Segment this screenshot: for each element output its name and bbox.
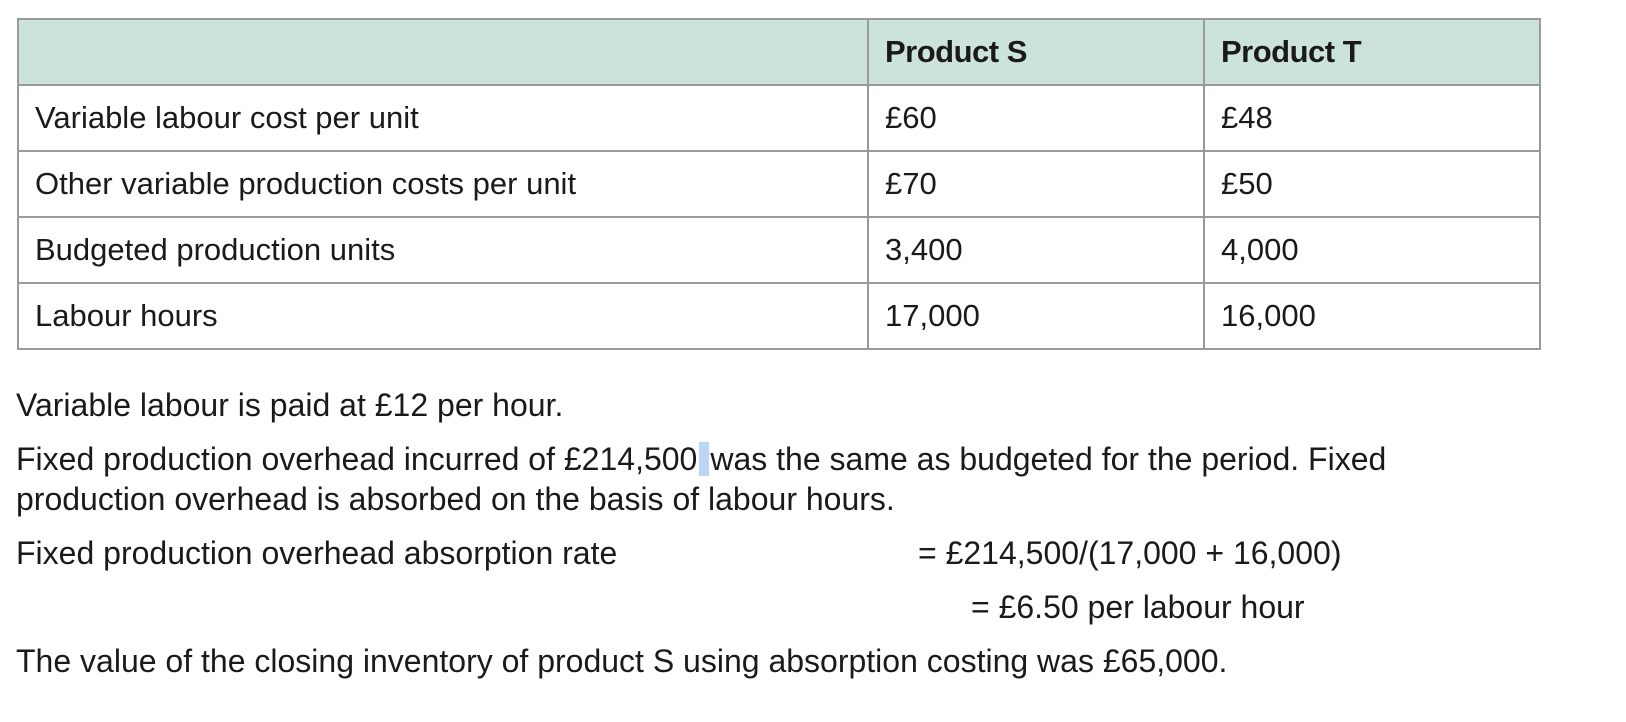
overhead-line-1-after: was the same as budgeted for the period. Fixed <box>710 441 1387 477</box>
table-row <box>18 151 1540 217</box>
cell-product-s: £70 <box>868 151 1204 217</box>
text-selection-caret <box>699 442 709 476</box>
overhead-paragraph[interactable] <box>16 439 1386 519</box>
oar-label: Fixed production overhead absorption rate <box>16 535 618 571</box>
header-product-s: Product S <box>868 19 1204 85</box>
header-product-t: Product T <box>1204 19 1540 85</box>
table-row <box>18 217 1540 283</box>
cell-product-t: 16,000 <box>1204 283 1540 349</box>
labour-rate-text: Variable labour is paid at £12 per hour. <box>16 387 564 423</box>
closing-inventory-text: The value of the closing inventory of product S using absorption costing was £65,000. <box>16 643 1228 679</box>
overhead-line-2: production overhead is absorbed on the basis of labour hours. <box>16 481 895 517</box>
oar-result: = £6.50 per labour hour <box>971 589 1305 625</box>
cell-product-t: £50 <box>1204 151 1540 217</box>
table-row <box>18 283 1540 349</box>
row-label: Budgeted production units <box>18 217 868 283</box>
overhead-line-1 <box>16 439 1386 479</box>
cell-product-s: 17,000 <box>868 283 1204 349</box>
cell-product-t: £48 <box>1204 85 1540 151</box>
header-blank <box>18 19 868 85</box>
product-cost-table <box>17 18 1541 350</box>
row-label: Variable labour cost per unit <box>18 85 868 151</box>
table-row <box>18 85 1540 151</box>
cell-product-s: 3,400 <box>868 217 1204 283</box>
overhead-line-1-before: Fixed production overhead incurred of £214,500 <box>16 441 698 477</box>
cell-product-s: £60 <box>868 85 1204 151</box>
row-label: Other variable production costs per unit <box>18 151 868 217</box>
cell-product-t: 4,000 <box>1204 217 1540 283</box>
table-header-row <box>18 19 1540 85</box>
row-label: Labour hours <box>18 283 868 349</box>
oar-formula: = £214,500/(17,000 + 16,000) <box>918 535 1342 571</box>
